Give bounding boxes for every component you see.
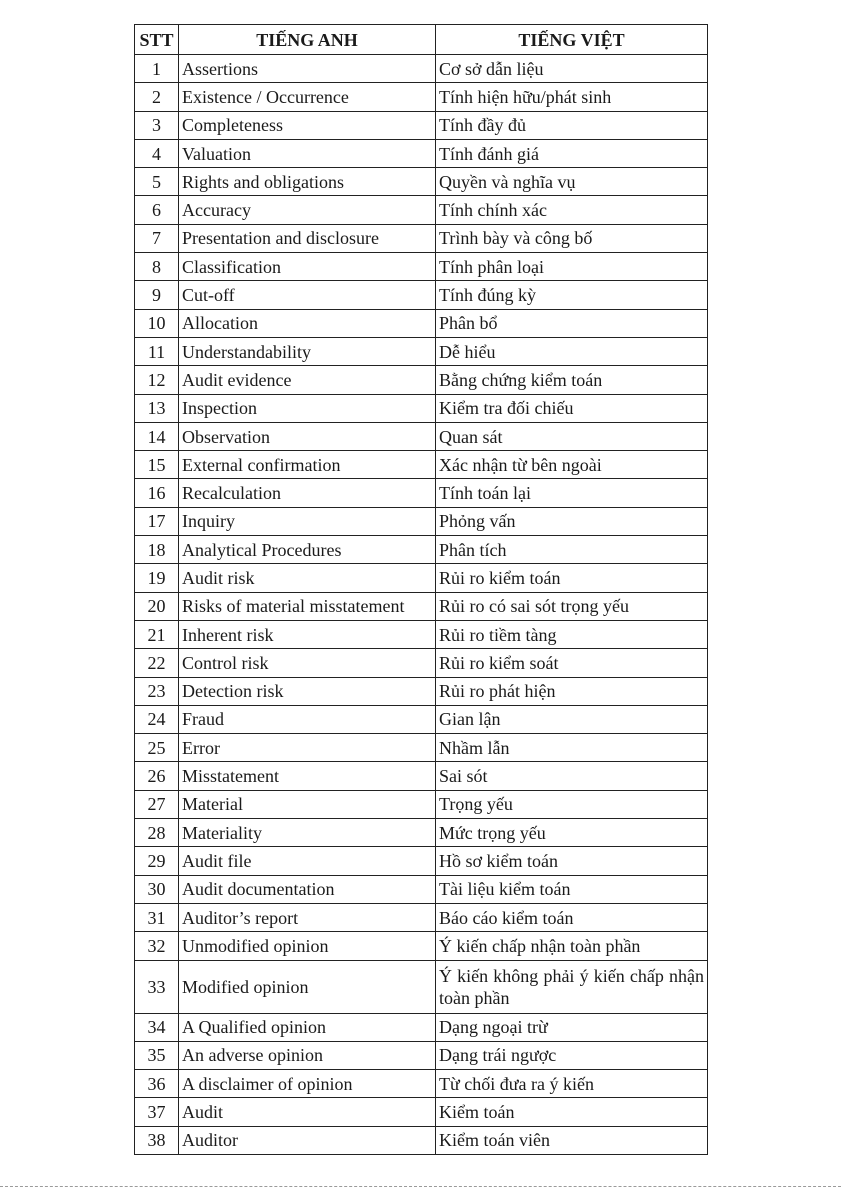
table-row <box>135 847 708 875</box>
table-body <box>135 55 708 1155</box>
english-term: External confirmation <box>179 451 436 479</box>
row-number: 15 <box>135 451 179 479</box>
row-number: 27 <box>135 790 179 818</box>
table-row <box>135 111 708 139</box>
row-number: 5 <box>135 168 179 196</box>
vietnamese-term: Rủi ro kiểm soát <box>436 649 708 677</box>
english-term: Observation <box>179 422 436 450</box>
vietnamese-term: Rủi ro tiềm tàng <box>436 620 708 648</box>
table-row <box>135 451 708 479</box>
row-number: 36 <box>135 1070 179 1098</box>
table-row <box>135 507 708 535</box>
vietnamese-term: Kiểm toán <box>436 1098 708 1126</box>
row-number: 13 <box>135 394 179 422</box>
vietnamese-term: Sai sót <box>436 762 708 790</box>
vietnamese-term: Từ chối đưa ra ý kiến <box>436 1070 708 1098</box>
vietnamese-term: Dạng ngoại trừ <box>436 1013 708 1041</box>
vietnamese-term: Phỏng vấn <box>436 507 708 535</box>
vietnamese-term: Rủi ro phát hiện <box>436 677 708 705</box>
row-number: 33 <box>135 960 179 1013</box>
table-row <box>135 649 708 677</box>
vietnamese-term: Dễ hiểu <box>436 337 708 365</box>
english-term: Misstatement <box>179 762 436 790</box>
english-term: Inquiry <box>179 507 436 535</box>
row-number: 34 <box>135 1013 179 1041</box>
row-number: 37 <box>135 1098 179 1126</box>
vietnamese-term: Mức trọng yếu <box>436 819 708 847</box>
english-term: Detection risk <box>179 677 436 705</box>
english-term: Analytical Procedures <box>179 536 436 564</box>
vietnamese-term: Kiểm tra đối chiếu <box>436 394 708 422</box>
english-term: Audit <box>179 1098 436 1126</box>
english-term: Existence / Occurrence <box>179 83 436 111</box>
row-number: 20 <box>135 592 179 620</box>
header-vietnamese: TIẾNG VIỆT <box>436 25 708 55</box>
vietnamese-term: Quan sát <box>436 422 708 450</box>
table-row <box>135 337 708 365</box>
vietnamese-term: Kiểm toán viên <box>436 1126 708 1154</box>
english-term: Audit file <box>179 847 436 875</box>
row-number: 23 <box>135 677 179 705</box>
glossary-table <box>134 24 708 1155</box>
table-row <box>135 168 708 196</box>
vietnamese-term: Tính đúng kỳ <box>436 281 708 309</box>
english-term: Auditor <box>179 1126 436 1154</box>
english-term: Audit risk <box>179 564 436 592</box>
row-number: 31 <box>135 903 179 931</box>
table-row <box>135 734 708 762</box>
table-row <box>135 903 708 931</box>
vietnamese-term: Ý kiến không phải ý kiến chấp nhận toàn phần <box>436 960 708 1013</box>
english-term: Unmodified opinion <box>179 932 436 960</box>
english-term: A disclaimer of opinion <box>179 1070 436 1098</box>
english-term: Material <box>179 790 436 818</box>
table-row <box>135 932 708 960</box>
row-number: 30 <box>135 875 179 903</box>
english-term: Auditor’s report <box>179 903 436 931</box>
vietnamese-term: Tính đánh giá <box>436 139 708 167</box>
table-row <box>135 83 708 111</box>
row-number: 6 <box>135 196 179 224</box>
vietnamese-term: Tính phân loại <box>436 253 708 281</box>
header-stt: STT <box>135 25 179 55</box>
vietnamese-term: Nhầm lẫn <box>436 734 708 762</box>
vietnamese-term: Cơ sở dẫn liệu <box>436 55 708 83</box>
row-number: 1 <box>135 55 179 83</box>
english-term: Assertions <box>179 55 436 83</box>
english-term: Cut-off <box>179 281 436 309</box>
row-number: 26 <box>135 762 179 790</box>
table-row <box>135 1013 708 1041</box>
english-term: Audit evidence <box>179 366 436 394</box>
vietnamese-term: Phân tích <box>436 536 708 564</box>
english-term: Completeness <box>179 111 436 139</box>
row-number: 22 <box>135 649 179 677</box>
table-row <box>135 960 708 1013</box>
english-term: Audit documentation <box>179 875 436 903</box>
vietnamese-term: Tính hiện hữu/phát sinh <box>436 83 708 111</box>
vietnamese-term: Báo cáo kiểm toán <box>436 903 708 931</box>
english-term: An adverse opinion <box>179 1041 436 1069</box>
page-bottom-divider <box>0 1186 841 1187</box>
english-term: Recalculation <box>179 479 436 507</box>
english-term: Understandability <box>179 337 436 365</box>
row-number: 29 <box>135 847 179 875</box>
table-row <box>135 592 708 620</box>
english-term: Inherent risk <box>179 620 436 648</box>
vietnamese-term: Ý kiến chấp nhận toàn phần <box>436 932 708 960</box>
table-row <box>135 1070 708 1098</box>
table-row <box>135 253 708 281</box>
row-number: 32 <box>135 932 179 960</box>
table-row <box>135 394 708 422</box>
vietnamese-term: Hồ sơ kiểm toán <box>436 847 708 875</box>
row-number: 12 <box>135 366 179 394</box>
row-number: 14 <box>135 422 179 450</box>
table-row <box>135 1126 708 1154</box>
english-term: Risks of material misstatement <box>179 592 436 620</box>
table-row <box>135 309 708 337</box>
row-number: 21 <box>135 620 179 648</box>
row-number: 4 <box>135 139 179 167</box>
table-row <box>135 790 708 818</box>
vietnamese-term: Bằng chứng kiểm toán <box>436 366 708 394</box>
english-term: Valuation <box>179 139 436 167</box>
english-term: Control risk <box>179 649 436 677</box>
row-number: 8 <box>135 253 179 281</box>
table-row <box>135 819 708 847</box>
english-term: Allocation <box>179 309 436 337</box>
english-term: Fraud <box>179 705 436 733</box>
row-number: 16 <box>135 479 179 507</box>
vietnamese-term: Trình bày và công bố <box>436 224 708 252</box>
table-row <box>135 875 708 903</box>
row-number: 3 <box>135 111 179 139</box>
vietnamese-term: Quyền và nghĩa vụ <box>436 168 708 196</box>
english-term: Classification <box>179 253 436 281</box>
header-english: TIẾNG ANH <box>179 25 436 55</box>
english-term: A Qualified opinion <box>179 1013 436 1041</box>
table-row <box>135 479 708 507</box>
row-number: 18 <box>135 536 179 564</box>
row-number: 38 <box>135 1126 179 1154</box>
table-row <box>135 422 708 450</box>
vietnamese-term: Phân bổ <box>436 309 708 337</box>
row-number: 24 <box>135 705 179 733</box>
vietnamese-term: Dạng trái ngược <box>436 1041 708 1069</box>
row-number: 2 <box>135 83 179 111</box>
vietnamese-term: Gian lận <box>436 705 708 733</box>
table-row <box>135 705 708 733</box>
table-row <box>135 1098 708 1126</box>
row-number: 10 <box>135 309 179 337</box>
table-row <box>135 366 708 394</box>
vietnamese-term: Tính chính xác <box>436 196 708 224</box>
english-term: Inspection <box>179 394 436 422</box>
table-row <box>135 620 708 648</box>
table-row <box>135 762 708 790</box>
table-row <box>135 224 708 252</box>
vietnamese-term: Xác nhận từ bên ngoài <box>436 451 708 479</box>
table-row <box>135 564 708 592</box>
table-row <box>135 1041 708 1069</box>
table-row <box>135 281 708 309</box>
row-number: 17 <box>135 507 179 535</box>
vietnamese-term: Trọng yếu <box>436 790 708 818</box>
vietnamese-term: Tính đầy đủ <box>436 111 708 139</box>
english-term: Presentation and disclosure <box>179 224 436 252</box>
english-term: Accuracy <box>179 196 436 224</box>
vietnamese-term: Tài liệu kiểm toán <box>436 875 708 903</box>
row-number: 11 <box>135 337 179 365</box>
table-row <box>135 536 708 564</box>
row-number: 35 <box>135 1041 179 1069</box>
row-number: 28 <box>135 819 179 847</box>
row-number: 9 <box>135 281 179 309</box>
english-term: Modified opinion <box>179 960 436 1013</box>
vietnamese-term: Rủi ro có sai sót trọng yếu <box>436 592 708 620</box>
table-row <box>135 139 708 167</box>
english-term: Materiality <box>179 819 436 847</box>
english-term: Error <box>179 734 436 762</box>
table-row <box>135 55 708 83</box>
header-row <box>135 25 708 55</box>
row-number: 7 <box>135 224 179 252</box>
table-row <box>135 196 708 224</box>
table-row <box>135 677 708 705</box>
row-number: 19 <box>135 564 179 592</box>
table-header <box>135 25 708 55</box>
vietnamese-term: Rủi ro kiểm toán <box>436 564 708 592</box>
row-number: 25 <box>135 734 179 762</box>
vietnamese-term: Tính toán lại <box>436 479 708 507</box>
english-term: Rights and obligations <box>179 168 436 196</box>
